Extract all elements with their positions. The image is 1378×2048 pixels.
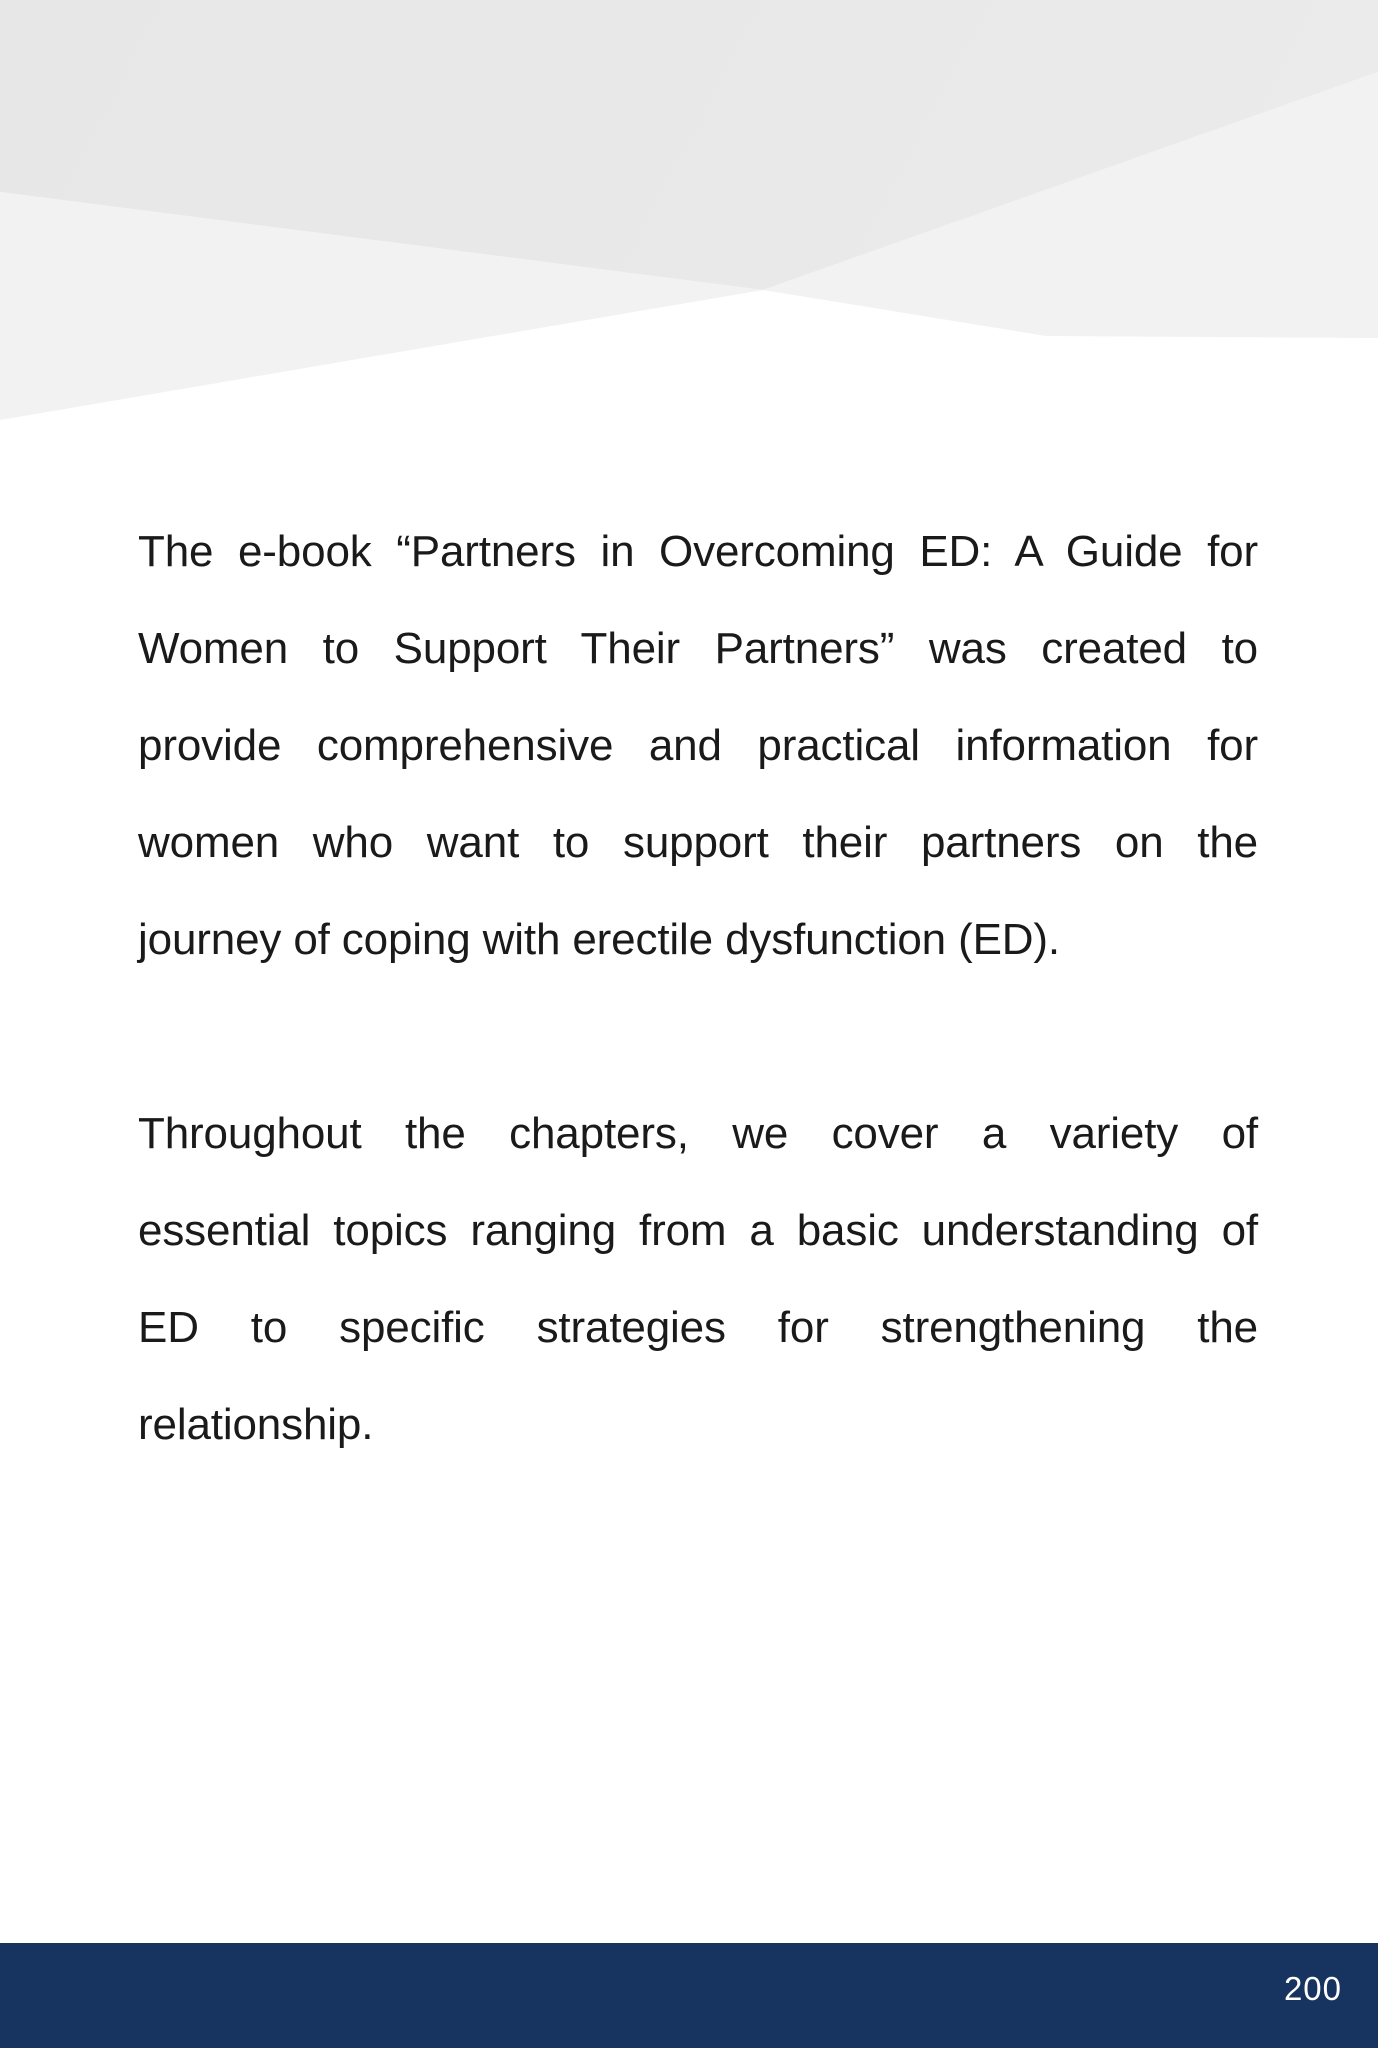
header-wedge-right — [0, 0, 1378, 520]
page-footer — [0, 1943, 1378, 2048]
page-content — [138, 503, 1258, 1570]
text-line: The e-book “Partners in Overcoming ED: A Guide for — [138, 527, 1258, 576]
text-line: Women to Support Their Partners” was created to — [138, 624, 1258, 673]
text-line: essential topics ranging from a basic understanding of — [138, 1206, 1258, 1255]
text-line: Throughout the chapters, we cover a variety of — [138, 1109, 1258, 1158]
text-line: relationship. — [138, 1400, 374, 1449]
header-wedge-top — [0, 0, 1378, 520]
text-line: journey of coping with erectile dysfunction (ED). — [138, 915, 1060, 964]
text-line: women who want to support their partners on the — [138, 818, 1258, 867]
paragraph — [138, 1085, 1258, 1473]
text-line: ED to specific strategies for strengthening the — [138, 1303, 1258, 1352]
paragraph — [138, 503, 1258, 988]
page-number: 200 — [1283, 1970, 1342, 2007]
header-wedge-left — [0, 0, 1378, 520]
text-line: provide comprehensive and practical information for — [138, 721, 1258, 770]
header-decoration — [0, 0, 1378, 520]
